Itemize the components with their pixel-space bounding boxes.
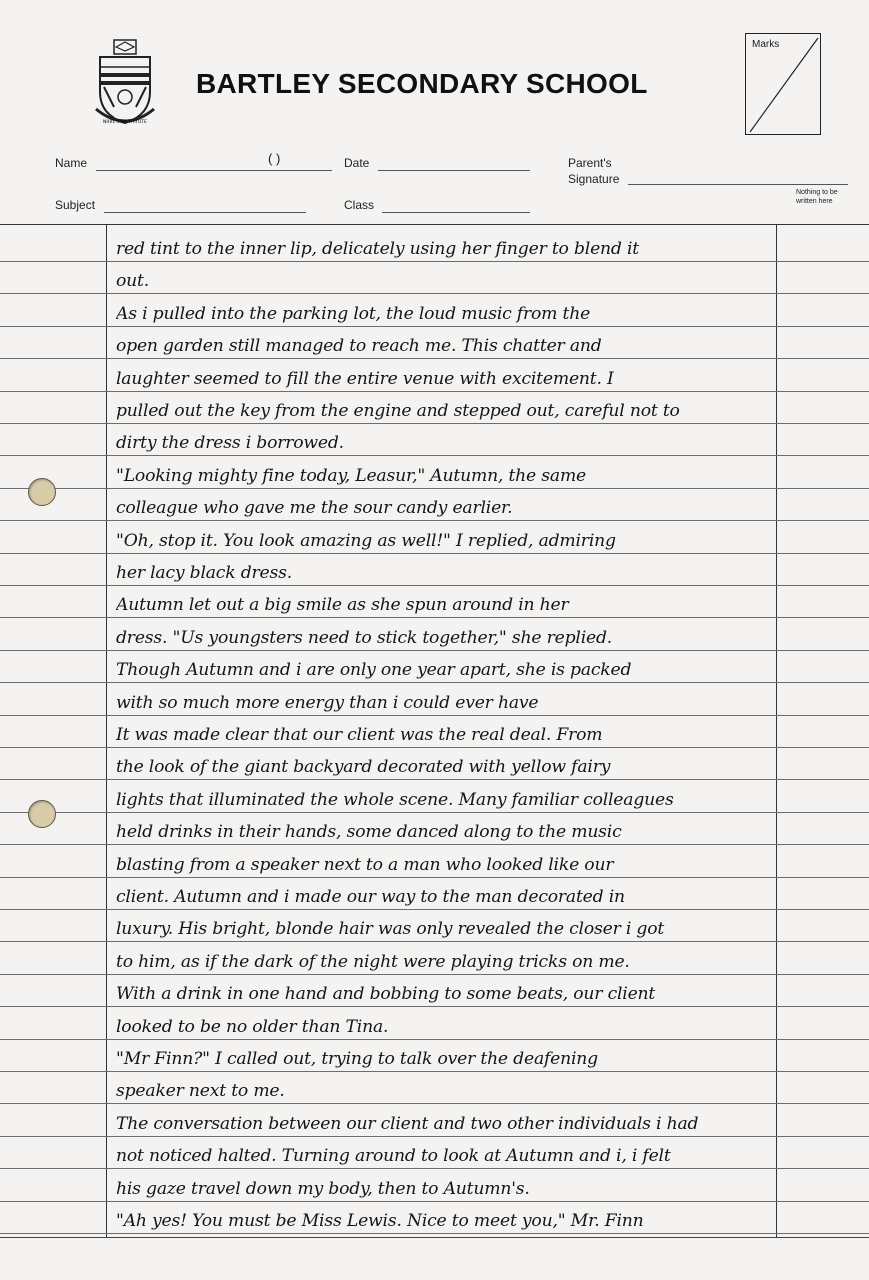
ruled-line [0,812,869,813]
essay-line: the look of the giant backyard decorated with yellow fairy [116,757,611,778]
ruled-line [0,617,869,618]
ruled-line [0,682,869,683]
punch-hole-lower [28,800,56,828]
ruled-line [0,1039,869,1040]
ruled-line [0,1136,869,1137]
essay-line: It was made clear that our client was the real deal. From [116,725,603,745]
essay-line: her lacy black dress. [116,563,293,583]
svg-text:NIHIL NON VIRTUTE: NIHIL NON VIRTUTE [103,120,147,125]
ruled-line [0,909,869,910]
ruled-line [0,358,869,359]
ruled-line [0,715,869,716]
essay-line: The conversation between our client and two other individuals i had [116,1113,699,1134]
ruled-line [0,1201,869,1202]
essay-line: to him, as if the dark of the night were playing tricks on me. [116,951,630,972]
essay-line: "Oh, stop it. You look amazing as well!" I replied, admiring [116,530,616,551]
ruled-line [0,293,869,294]
ruled-line [0,1233,869,1234]
essay-line: with so much more energy than i could ever have [116,692,539,713]
essay-line: lights that illuminated the whole scene. Many familiar colleagues [116,789,674,810]
parent-signature-label-1: Parent's [568,156,612,170]
ruled-line [0,455,869,456]
ruled-line [0,1071,869,1072]
ruled-line [0,650,869,651]
essay-line: his gaze travel down my body, then to Autumn's. [116,1178,530,1199]
ruled-line [0,1168,869,1169]
ruled-line [0,520,869,521]
essay-line: held drinks in their hands, some danced along to the music [116,822,622,843]
ruled-line [0,391,869,392]
date-label: Date [344,156,370,170]
top-rule [0,224,869,225]
ruled-line [0,747,869,748]
school-title: BARTLEY SECONDARY SCHOOL [196,68,648,99]
essay-line: "Mr Finn?" I called out, trying to talk over the deafening [116,1049,598,1069]
essay-line: Though Autumn and i are only one year apart, she is packed [116,660,632,681]
essay-line: speaker next to me. [116,1081,285,1102]
essay-line: As i pulled into the parking lot, the loud music from the [116,303,591,324]
essay-line: out. [116,271,149,292]
essay-line: looked to be no older than Tina. [116,1016,389,1037]
ruled-line [0,941,869,942]
right-margin-line [776,225,777,1237]
essay-line: not noticed halted. Turning around to look at Autumn and i, i felt [116,1146,671,1167]
essay-line: luxury. His bright, blonde hair was only revealed the closer i got [116,919,665,940]
essay-line: "Looking mighty fine today, Leasur," Autumn, the same [116,465,587,486]
ruled-line [0,1103,869,1104]
essay-line: dirty the dress i borrowed. [116,433,344,454]
punch-hole-upper [28,478,56,506]
ruled-line [0,974,869,975]
ruled-line [0,261,869,262]
ruled-line [0,844,869,845]
ruled-line [0,585,869,586]
subject-label: Subject [55,198,96,212]
essay-line: laughter seemed to fill the entire venue with excitement. I [116,368,614,389]
essay-line: colleague who gave me the sour candy earlier. [116,498,513,519]
essay-line: pulled out the key from the engine and stepped out, careful not to [116,401,680,421]
bottom-rule [0,1237,869,1238]
essay-line: client. Autumn and i made our way to the man decorated in [116,887,625,907]
ruled-line [0,326,869,327]
ruled-line [0,553,869,554]
ruled-line [0,423,869,424]
essay-line: With a drink in one hand and bobbing to some beats, our client [116,984,656,1005]
essay-line: Autumn let out a big smile as she spun around in her [116,595,569,616]
ruled-line [0,488,869,489]
ruled-line [0,1006,869,1007]
ruled-line [0,779,869,780]
index-number-brackets: ( ) [268,151,281,166]
class-label: Class [344,198,375,212]
name-label: Name [55,156,88,170]
essay-line: dress. "Us youngsters need to stick together," she replied. [116,627,613,648]
essay-line: red tint to the inner lip, delicately using her finger to blend it [116,239,639,259]
essay-line: blasting from a speaker next to a man who looked like our [116,854,614,875]
parent-signature-label-2: Signature [568,172,620,186]
left-margin-line [106,225,107,1237]
ruled-line [0,877,869,878]
essay-line: "Ah yes! You must be Miss Lewis. Nice to meet you," Mr. Finn [116,1211,644,1231]
essay-line: open garden still managed to reach me. This chatter and [116,336,602,357]
nothing-to-be-written-note: Nothing to be written here [796,189,838,205]
marks-label: Marks [752,39,780,50]
